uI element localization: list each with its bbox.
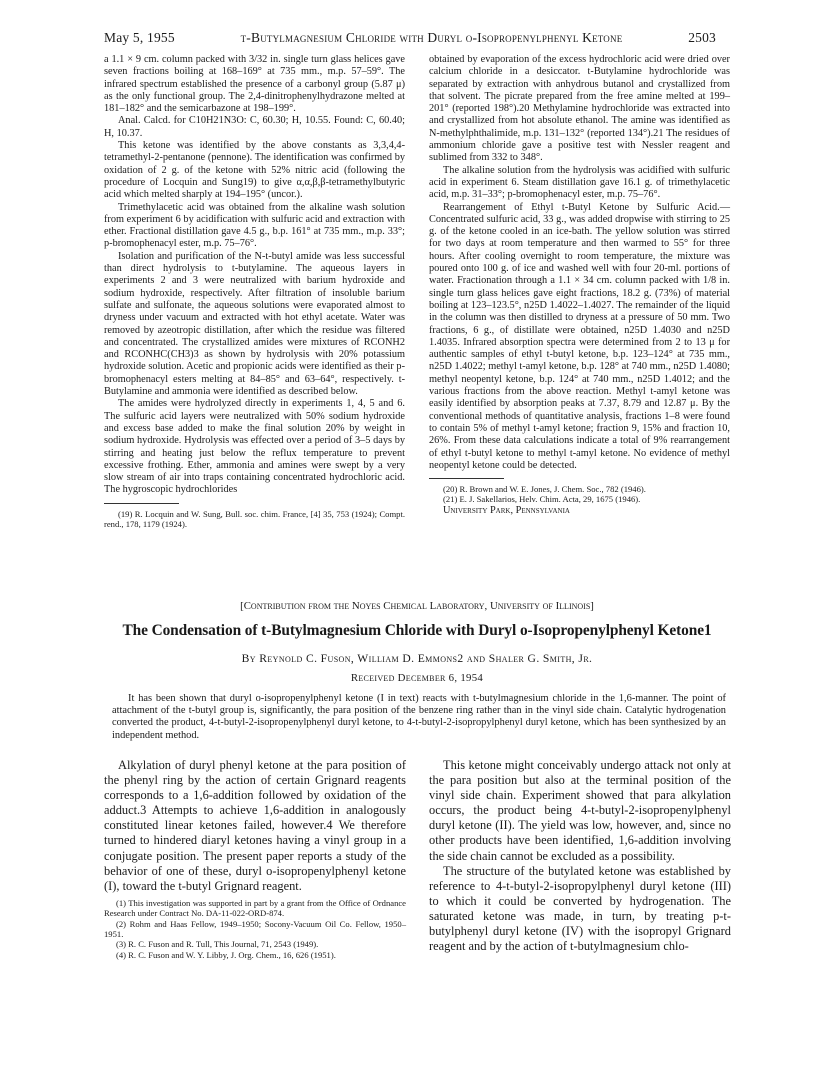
paragraph: Anal. Calcd. for C10H21N3O: C, 60.30; H, 10.55. Found: C, 60.40; H, 10.37. — [104, 115, 405, 139]
footnote: (19) R. Locquin and W. Sung, Bull. soc. chim. France, [4] 35, 753 (1924); Compt. rend., 178, 1179 (1924). — [104, 508, 405, 529]
footnote: (20) R. Brown and W. E. Jones, J. Chem. Soc., 782 (1946). — [443, 484, 646, 495]
received-date: Received December 6, 1954 — [350, 672, 484, 684]
footnote: (1) This investigation was supported in part by a grant from the Office of Ordnance Research under Contract No. DA-11-022-ORD-874. — [104, 897, 406, 919]
contribution-line — [104, 600, 730, 612]
paragraph: The alkaline solution from the hydrolysis was acidified with sulfuric acid in experiment 6. Steam distillation gave 16.1 g. of trimethylacetic acid, m.p. 31–33°; p-bromophenacyl ester, m.p. 75–76°. — [429, 164, 730, 201]
footnotes — [104, 898, 406, 960]
running-head — [104, 30, 716, 46]
footnote: (2) Rohm and Haas Fellow, 1949–1950; Socony-Vacuum Oil Co. Fellow, 1950–1951. — [104, 918, 406, 940]
upper-right-column — [429, 54, 730, 517]
paragraph: a 1.1 × 9 cm. column packed with 3/32 in. single turn glass helices gave seven fractions boiling at 168–169° at 735 mm., m.p. 57–59°. The infrared spectrum established the presence of a carbonyl group (5.87 μ) as the only functional group. The 2,4-dinitrophenylhydrazone melted at 181–182° and the semicarbazone at 198–199°. — [104, 54, 405, 115]
paragraph: This ketone was identified by the above constants as 3,3,4,4-tetramethyl-2-pentanone (pennone). The identification was confirmed by oxidation of 2 g. of the ketone with 52% nitric acid (following the procedure of Locquin and Sung19) to give α,α,β,β-tetramethylbutyric acid which melted sharply at 194–195° (uncor.). — [104, 140, 405, 201]
lower-right-column — [429, 758, 731, 954]
footnote: (3) R. C. Fuson and R. Tull, This Journal, 71, 2543 (1949). — [116, 939, 319, 950]
authors: By Reynold C. Fuson, William D. Emmons2 and Shaler G. Smith, Jr. — [241, 652, 593, 665]
running-head-date: May 5, 1955 — [104, 30, 175, 45]
footnote: (4) R. C. Fuson and W. Y. Libby, J. Org. Chem., 16, 626 (1951). — [116, 949, 336, 960]
lower-left-column — [104, 758, 406, 960]
paragraph: obtained by evaporation of the excess hydrochloric acid were dried over calcium chloride in a desiccator. t-Butylamine hydrochloride was separated by extraction with anhydrous butanol and crystallized from that solvent. The picrate prepared from the free amine melted at 199–201° (reported 198°).20 Methylamine hydrochloride was extracted into and crystallized from hot absolute ethanol. The amine was identified as N-methylphthalimide, m.p. 131–132° (reported 134°).21 The residues of ammonium chloride gave a positive test with Nessler reagent and sublimed from 332 to 348°. — [429, 54, 730, 164]
article-title: The Condensation of t-Butylmagnesium Chloride with Duryl o-Isopropenylphenyl Ketone1 — [122, 622, 712, 639]
abstract: It has been shown that duryl o-isopropenylphenyl ketone (I in text) reacts with t-butylmagnesium chloride in the 1,6-manner. The point of attachment of the t-butyl group is, significantly, the para position of the benzene ring rather than in the vinyl side chain. Catalytic hydrogenation converted the product, 4-t-butyl-2-isopropenylphenyl duryl ketone, to 4-t-butyl-2-isopropylphenyl duryl ketone, which has been synthesized by an independent method. — [112, 693, 726, 741]
contribution-text: [Contribution from the Noyes Chemical Laboratory, University of Illinois] — [240, 600, 594, 612]
page-number: 2503 — [688, 30, 716, 45]
paragraph: Isolation and purification of the N-t-butyl amide was less successful than direct hydrolysis to t-butylamine. The aqueous layers in experiments 2 and 3 were neutralized with barium hydroxide and sodium hydroxide, respectively. After filtration of insoluble barium sulfate and sulfonate, the aqueous solutions were evaporated almost to dryness under vacuum and extracted with hot ethyl acetate. Water was removed by azeotropic distillation, after which the residue was filtered and concentrated. The crystallized amides were mixtures of RCONH2 and RCONHC(CH3)3 as shown by hydrolysis with 20% potassium hydroxide solution. Acetic and propionic acids were identified as their p-bromophenacyl esters melting at 84–85° and 63–64°, respectively. t-Butylamine and ammonia were identified as described below. — [104, 250, 405, 398]
paragraph: Trimethylacetic acid was obtained from the alkaline wash solution from experiment 6 by acidification with sulfuric acid and extraction with ether. Fractional distillation gave 4.5 g., b.p. 161° at 735 mm., m.p. 33°; p-bromophenacyl ester, m.p. 75–76°. — [104, 201, 405, 250]
paragraph: The amides were hydrolyzed directly in experiments 1, 4, 5 and 6. The sulfuric acid layers were neutralized with 50% sodium hydroxide and excess base added to make the final solution 20% by weight in sodium hydroxide. Hydrolysis was effected over a period of 3–5 days by stirring and heating just below the reflux temperature to prevent excessive frothing. Ether, ammonia and amines were swept by a very slow stream of air into traps containing concentrated hydrochloric acid. The hygroscopic hydrochlorides — [104, 398, 405, 496]
upper-left-column — [104, 54, 405, 529]
footnote-rule — [104, 503, 179, 504]
running-head-title: t-Butylmagnesium Chloride with Duryl o-Isopropenylphenyl Ketone — [240, 30, 623, 45]
footnote-rule — [429, 478, 504, 479]
paragraph: Alkylation of duryl phenyl ketone at the para position of the phenyl ring by the action of certain Grignard reagents corresponds to a 1,6-addition followed by oxidation of the adduct.3 Attempts to achieve 1,6-addition in analogously constituted linear ketones failed, however.4 We therefore turned to hindered diaryl ketones having a vinyl group in a conjugate position. The present paper reports a study of the behavior of one of these, duryl o-isopropenylphenyl ketone (I), toward the t-butyl Grignard reagent. — [104, 758, 406, 893]
paragraph: Rearrangement of Ethyl t-Butyl Ketone by Sulfuric Acid.—Concentrated sulfuric acid, 33 g., was added dropwise with stirring to 25 g. of the ketone cooled in an ice-bath. The yellow solution was stirred for two days at room temperature and then warmed to 55° for three hours. After cooling overnight to room temperature, the mixture was poured onto 100 g. of ice and washed well with four 20-ml. portions of water. Fractionation through a 1.1 × 34 cm. column packed with 1/8 in. single turn glass helices gave eight fractions, 18.2 g. (73%) of material boiling at 123–123.5°, n25D 1.4022–1.4027. The remainder of the liquid in the column was then distilled to dryness at a pressure of 50 mm. Two fractions, 6 g., of distillate were obtained, n25D 1.4030 and n25D 1.4035. Infrared absorption spectra were determined from 2 to 13 μ for authentic samples of ethyl t-butyl ketone, b.p. 123–124° at 735 mm., n25D 1.4022; methyl t-amyl ketone, b.p. 128° at 740 mm., n25D 1.4080; methyl neopentyl ketone, b.p. 124° at 740 mm., n25D 1.4012; and the various fractions from the above reaction. Methyl t-amyl ketone was easily identified by absorption peaks at 7.37, 8.79 and 12.87 μ. By the conventional methods of quantitative analysis, fractions 1–8 were found to contain 5% of methyl t-amyl ketone; fraction 9, 15% and fraction 10, 26%. From these data calculations indicate a total of 9% rearrangement of ethyl t-butyl ketone to methyl t-amyl ketone. No evidence of methyl neopentyl ketone could be detected. — [429, 201, 730, 471]
affiliation: University Park, Pennsylvania — [443, 504, 570, 516]
footnote: (21) E. J. Sakellarios, Helv. Chim. Acta, 29, 1675 (1946). — [443, 494, 641, 505]
paragraph: This ketone might conceivably undergo attack not only at the para position but also at the terminal position of the vinyl side chain. Experiment showed that para alkylation occurs, the product being 4-t-butyl-2-isopropenylphenyl duryl ketone (II). The yield was low, however, and, since no other products have been identified, 1,6-addition involving the side chain cannot be excluded as a possibility. — [429, 758, 731, 863]
paragraph: The structure of the butylated ketone was established by reference to 4-t-butyl-2-isopropylphenyl duryl ketone (III) to which it could be converted by hydrogenation. The saturated ketone was made, in turn, by treating p-t-butylphenyl duryl ketone (IV) with the isopropyl Grignard reagent and by the action of t-butylmagnesium chlo- — [429, 863, 731, 954]
